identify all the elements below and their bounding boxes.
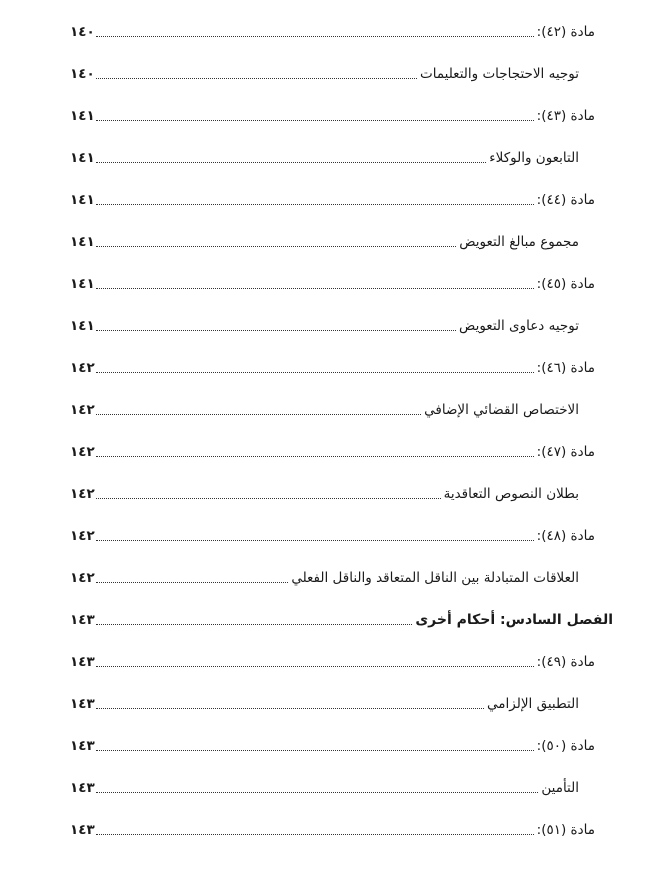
- dot-leader: [96, 665, 534, 667]
- toc-entry-title: مادة (٤٦):: [536, 360, 595, 376]
- dot-leader: [96, 371, 534, 373]
- toc-entry-title: مادة (٤٥):: [536, 276, 595, 292]
- toc-subheading-entry[interactable]: [70, 395, 579, 425]
- toc-subheading-entry[interactable]: [70, 227, 579, 257]
- dot-leader: [96, 833, 534, 835]
- toc-entry-title: مجموع مبالغ التعويض: [459, 234, 579, 250]
- toc-entry-title: بطلان النصوص التعاقدية: [443, 486, 579, 502]
- toc-page-number: ١٤٣: [70, 780, 95, 796]
- dot-leader: [96, 581, 289, 583]
- toc-page-number: ١٤٢: [70, 528, 95, 544]
- toc-page-number: ١٤١: [70, 276, 95, 292]
- toc-subheading-entry[interactable]: [70, 59, 579, 89]
- toc-page-number: ١٤١: [70, 234, 95, 250]
- toc-entry-title: مادة (٤٩):: [536, 654, 595, 670]
- dot-leader: [96, 161, 487, 163]
- dot-leader: [96, 455, 534, 457]
- dot-leader: [96, 203, 534, 205]
- dot-leader: [96, 287, 534, 289]
- dot-leader: [96, 707, 484, 709]
- dot-leader: [96, 329, 456, 331]
- toc-chapter-entry[interactable]: [70, 605, 613, 635]
- toc-page-number: ١٤٢: [70, 402, 95, 418]
- toc-page-number: ١٤٣: [70, 738, 95, 754]
- toc-article-entry[interactable]: [70, 185, 595, 215]
- toc-subheading-entry[interactable]: [70, 689, 579, 719]
- toc-page-number: ١٤٢: [70, 444, 95, 460]
- toc-page-number: ١٤٣: [70, 696, 95, 712]
- toc-entry-title: مادة (٤٣):: [536, 108, 595, 124]
- toc-page-number: ١٤٢: [70, 570, 95, 586]
- dot-leader: [96, 119, 534, 121]
- toc-entry-title: التابعون والوكلاء: [489, 150, 579, 166]
- toc-subheading-entry[interactable]: [70, 563, 579, 593]
- toc-page-number: ١٤١: [70, 318, 95, 334]
- toc-entry-title: الفصل السادس: أحكام أخرى: [415, 612, 613, 628]
- toc-subheading-entry[interactable]: [70, 773, 579, 803]
- toc-entry-title: مادة (٤٢):: [536, 24, 595, 40]
- toc-entry-title: مادة (٤٤):: [536, 192, 595, 208]
- toc-page-number: ١٤٣: [70, 654, 95, 670]
- toc-subheading-entry[interactable]: [70, 479, 579, 509]
- toc-page-number: ١٤٠: [70, 24, 95, 40]
- toc-entry-title: مادة (٥٠):: [536, 738, 595, 754]
- toc-entry-title: توجيه دعاوى التعويض: [459, 318, 579, 334]
- toc-article-entry[interactable]: [70, 815, 595, 845]
- toc-article-entry[interactable]: [70, 353, 595, 383]
- toc-entry-title: مادة (٥١):: [536, 822, 595, 838]
- dot-leader: [96, 245, 456, 247]
- toc-article-entry[interactable]: [70, 437, 595, 467]
- toc-subheading-entry[interactable]: [70, 311, 579, 341]
- toc-page-number: ١٤١: [70, 108, 95, 124]
- toc-article-entry[interactable]: [70, 17, 595, 47]
- toc-article-entry[interactable]: [70, 269, 595, 299]
- toc-subheading-entry[interactable]: [70, 143, 579, 173]
- toc-page-number: ١٤١: [70, 150, 95, 166]
- toc-entry-title: التأمين: [541, 780, 579, 796]
- dot-leader: [96, 539, 534, 541]
- dot-leader: [96, 77, 417, 79]
- toc-entry-title: الاختصاص القضائي الإضافي: [424, 402, 579, 418]
- toc-entry-title: العلاقات المتبادلة بين الناقل المتعاقد والناقل الفعلي: [291, 570, 579, 586]
- toc-article-entry[interactable]: [70, 731, 595, 761]
- toc-page-number: ١٤١: [70, 192, 95, 208]
- toc-article-entry[interactable]: [70, 101, 595, 131]
- dot-leader: [96, 35, 534, 37]
- dot-leader: [96, 791, 539, 793]
- toc-article-entry[interactable]: [70, 521, 595, 551]
- toc-page-number: ١٤٣: [70, 822, 95, 838]
- toc-entry-title: مادة (٤٨):: [536, 528, 595, 544]
- dot-leader: [96, 497, 441, 499]
- toc-page-number: ١٤٢: [70, 486, 95, 502]
- dot-leader: [96, 623, 413, 625]
- dot-leader: [96, 749, 534, 751]
- toc-page-number: ١٤٢: [70, 360, 95, 376]
- toc-page-number: ١٤٠: [70, 66, 95, 82]
- toc-entry-title: التطبيق الإلزامي: [487, 696, 579, 712]
- toc-entry-title: مادة (٤٧):: [536, 444, 595, 460]
- toc-entry-title: توجيه الاحتجاجات والتعليمات: [420, 66, 579, 82]
- toc-article-entry[interactable]: [70, 647, 595, 677]
- dot-leader: [96, 413, 421, 415]
- toc-page-number: ١٤٣: [70, 612, 95, 628]
